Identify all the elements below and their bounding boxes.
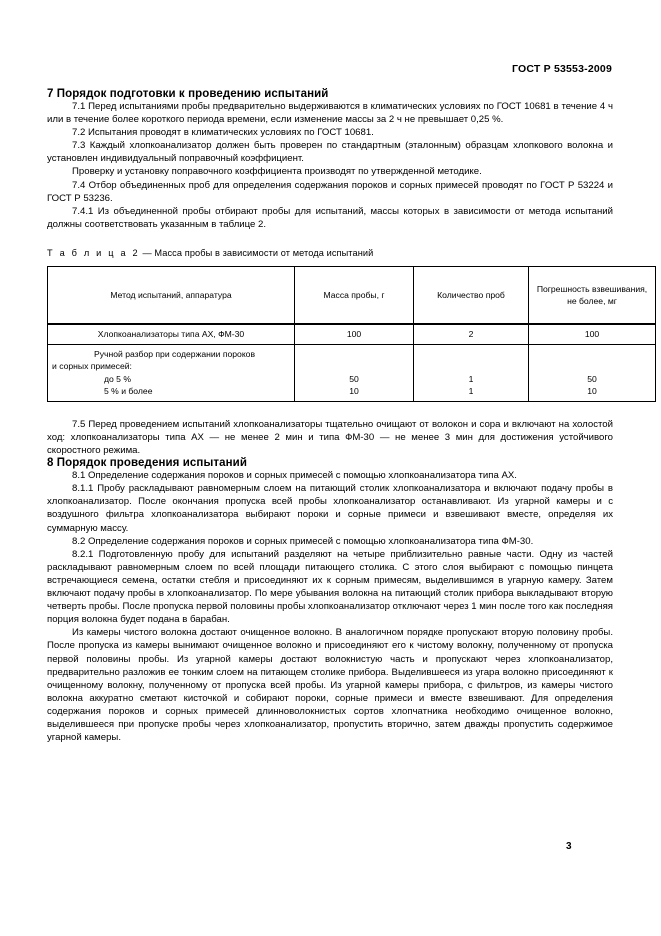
table-cell-method-line-2: и сорных примесей: — [52, 361, 132, 372]
paragraph-7-4: 7.4 Отбор объединенных проб для определения содержания пороков и сорных примесей проводят по ГОСТ Р 53224 и ГОСТ Р 53236. — [47, 179, 613, 204]
table-cell-mass — [295, 344, 414, 401]
table-cell-count — [414, 344, 529, 401]
table-2-sample-mass — [47, 266, 656, 402]
paragraph-7-3-note: Проверку и установку поправочного коэффициента производят по утвержденной методике. — [72, 166, 482, 178]
table-cell-mass-5-and-more: 10 — [349, 386, 359, 397]
table-cell-count-5-and-more: 1 — [468, 386, 474, 397]
table-2-caption-label: Т а б л и ц а 2 — [47, 247, 140, 258]
table-cell-error: 100 — [529, 324, 656, 344]
paragraph-7-4-1: 7.4.1 Из объединенной пробы отбирают пробы для испытаний, массы которых в зависимости от метода испытаний должны соответствовать указанным в таблице 2. — [47, 205, 613, 230]
table-2-caption-dash: — — [139, 247, 155, 258]
table-cell-method: Хлопкоанализаторы типа АХ, ФМ-30 — [48, 324, 295, 344]
table-cell-mass-up-to-5: 50 — [349, 373, 359, 384]
table-cell-count-up-to-5: 1 — [468, 373, 474, 384]
paragraph-8-1: 8.1 Определение содержания пороков и сорных примесей с помощью хлопкоанализатора типа АХ. — [72, 470, 517, 482]
table-cell-error-up-to-5: 50 — [587, 373, 597, 384]
table-cell-method-line-1: Ручной разбор при содержании пороков — [94, 348, 256, 359]
table-cell-error-5-and-more: 10 — [587, 386, 597, 397]
page-number: 3 — [566, 841, 572, 852]
paragraph-8-2-1-continued: Из камеры чистого волокна достают очищенное волокно. В аналогичном порядке пропускают вторую половину пробы. После пропуска из камеры вынимают очищенное волокно и присоединяют его к чистому волокну, полученному от пропуска первой половины пробы. Из угарной камеры достают волокнистую часть и пропускают через хлопкоанализатор, предварительно разложив ее тонким слоем на питающем столике прибора. Выделившееся из угара волокно присоединяют к очищенному волокну, полученному от пропуска всей пробы. Из угарной камеры прибора, с фильтров, из камеры чистого волокна аккуратно сметают кисточкой и собирают пороки, сорные примеси и вместе взвешивают. Для определения содержания пороков и сорных примесей длинноволокнистых сортов хлопчатника необходимо очищенное волокно, выделившееся при пропуске пробы через хлопкоанализатор, пропустить вторично, затем дважды пропустить содержимое угарной камеры. — [47, 627, 613, 744]
paragraph-8-2: 8.2 Определение содержания пороков и сорных примесей с помощью хлопкоанализатора типа ФМ-30. — [72, 535, 534, 547]
section-8-heading: 8 Порядок проведения испытаний — [47, 457, 248, 470]
table-cell-method — [48, 344, 295, 401]
section-7-heading: 7 Порядок подготовки к проведению испытаний — [47, 88, 329, 100]
table-cell-method-line-3: до 5 % — [104, 373, 131, 384]
table-cell-method-line-4: 5 % и более — [104, 386, 153, 397]
paragraph-7-5: 7.5 Перед проведением испытаний хлопкоанализаторы тщательно очищают от волокон и сора и включают на холостой ход: хлопкоанализаторы типа АХ — не менее 2 мин и типа ФМ-30 — не менее 3 мин для достижения устойчивого скоростного режима. — [47, 418, 613, 457]
table-header-count: Количество проб — [414, 266, 529, 324]
table-cell-mass: 100 — [295, 324, 414, 344]
paragraph-8-2-1: 8.2.1 Подготовленную пробу для испытаний разделяют на четыре приблизительно равные части. Одну из частей раскладывают равномерным слоем по всей площади питающего столика. С этого слоя выбирают с помощью пинцета встречающиеся семена, остатки стебля и присоединяют их к сорным примесям, выделившимся в угарную камеру. Затем включают подачу пробы в хлопкоанализатор. По мере убывания волокна на питающий столик прибора выкладывают вторую четверть пробы. После пропуска первой половины пробы хлопкоанализатор отключают через 1 мин после того как последняя порция волокна будет подана в барабан. — [47, 548, 613, 626]
table-header-weighing-error: Погрешность взвешивания, не более, мг — [529, 266, 656, 324]
table-header-row — [48, 266, 656, 324]
table-row — [48, 324, 656, 344]
table-2-head — [48, 266, 656, 324]
table-cell-count: 2 — [414, 324, 529, 344]
spacer-before-table — [47, 231, 613, 248]
table-2-body — [48, 324, 656, 401]
paragraph-7-2: 7.2 Испытания проводят в климатических условиях по ГОСТ 10681. — [72, 127, 374, 139]
paragraph-7-3: 7.3 Каждый хлопкоанализатор должен быть проверен по стандартным (эталонным) образцам хлопкового волокна и установлен индивидуальный поправочный коэффициент. — [47, 140, 613, 165]
table-2-caption — [47, 248, 613, 258]
document-header-standard-number: ГОСТ Р 53553-2009 — [511, 63, 612, 75]
table-header-mass: Масса пробы, г — [295, 266, 414, 324]
table-cell-error — [529, 344, 656, 401]
spacer-after-table — [47, 402, 613, 418]
paragraph-7-1: 7.1 Перед испытаниями пробы предварительно выдерживаются в климатических условиях по ГОСТ 10681 в течение 4 ч или в течение более короткого периода времени, если изменение массы за 2 ч не превышает 0,25 %. — [47, 101, 613, 126]
table-row — [48, 344, 656, 401]
paragraph-8-1-1: 8.1.1 Пробу раскладывают равномерным слоем на питающий столик хлопкоанализатора и включают подачу пробы в хлопкоанализатор. После окончания пропуска всей пробы хлопкоанализатор останавливают. Из угарной камеры и с воздушного фильтра хлопкоанализатора выбирают пороки и сорные примеси и взвешивают вместе, определяя их суммарную массу. — [47, 483, 613, 534]
table-header-method: Метод испытаний, аппаратура — [48, 266, 295, 324]
table-2-caption-text: Масса пробы в зависимости от метода испытаний — [154, 247, 374, 258]
page-content — [47, 88, 648, 744]
